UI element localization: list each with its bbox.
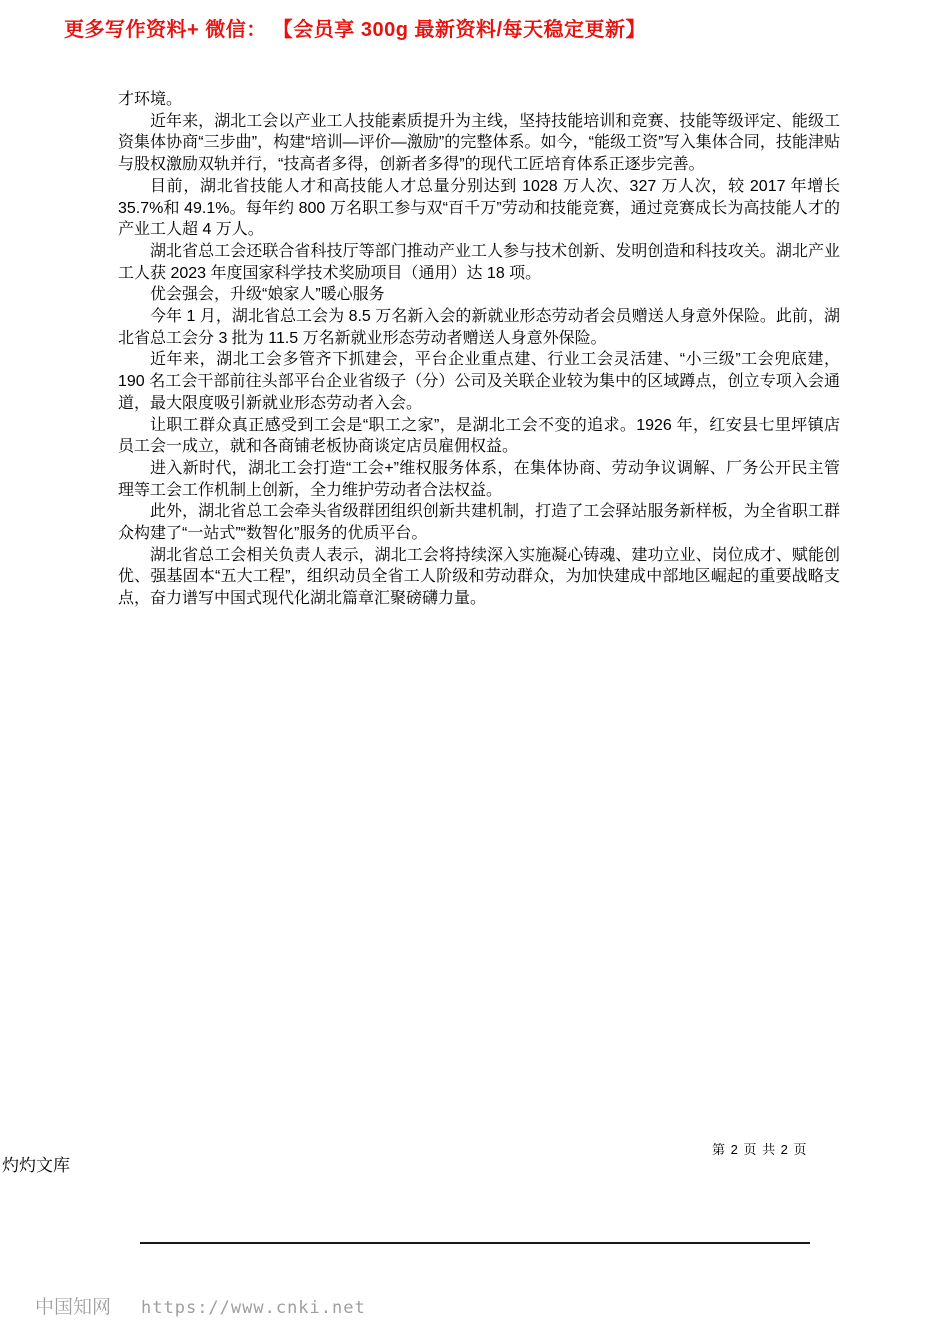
cnki-watermark — [35, 1292, 366, 1319]
paragraph: 进入新时代，湖北工会打造“工会+”维权服务体系，在集体协商、劳动争议调解、厂务公开民主管理等工会工作机制上创新，全力维护劳动者合法权益。 — [118, 459, 840, 499]
paragraph: 近年来，湖北工会多管齐下抓建会，平台企业重点建、行业工会灵活建、“小三级”工会兜底建，190 名工会干部前往头部平台企业省级子（分）公司及关联企业较为集中的区域蹲点，创立专项入会通道，最大限度吸引新就业形态劳动者入会。 — [118, 351, 840, 412]
page-number-indicator: 第 2 页 共 2 页 — [712, 1142, 808, 1157]
paragraph: 让职工群众真正感受到工会是“职工之家”，是湖北工会不变的追求。1926 年，红安县七里坪镇店员工会一成立，就和各商铺老板协商谈定店员雇佣权益。 — [118, 416, 840, 456]
cnki-site-url: https://www.cnki.net — [141, 1298, 366, 1318]
section-subheading: 优会强会，升级“娘家人”暖心服务 — [150, 286, 385, 304]
footer-divider-line — [140, 1242, 810, 1244]
paragraph: 近年来，湖北工会以产业工人技能素质提升为主线，坚持技能培训和竞赛、技能等级评定、能级工资集体协商“三步曲”，构建“培训—评价—激励”的完整体系。如今，“能级工资”写入集体合同，技能津贴与股权激励双轨并行，“技高者多得，创新者多得”的现代工匠培育体系正逐步完善。 — [118, 112, 840, 174]
paragraph: 今年 1 月，湖北省总工会为 8.5 万名新入会的新就业形态劳动者会员赠送人身意外保险。此前，湖北省总工会分 3 批为 11.5 万名新就业形态劳动者赠送人身意外保险。 — [118, 308, 840, 347]
paragraph: 才环境。 — [118, 91, 183, 108]
paragraph: 目前，湖北省技能人才和高技能人才总量分别达到 1028 万人次、327 万人次，较 2017 年增长 35.7%和 49.1%。每年约 800 万名职工参与双“百千万”劳动和技能竞赛，通过竞赛成长为高技能人才的产业工人超 4 万人。 — [118, 177, 840, 239]
paragraph: 此外，湖北省总工会牵头省级群团组织创新共建机制，打造了工会驿站服务新样板，为全省职工群众构建了“一站式”“数智化”服务的优质平台。 — [118, 503, 840, 543]
document-body — [118, 89, 840, 610]
cnki-site-name: 中国知网 — [35, 1297, 112, 1318]
paragraph: 湖北省总工会相关负责人表示，湖北工会将持续深入实施凝心铸魂、建功立业、岗位成才、赋能创优、强基固本“五大工程”，组织动员全省工人阶级和劳动群众，为加快建成中部地区崛起的重要战略支点，奋力谱写中国式现代化湖北篇章汇聚磅礴力量。 — [118, 546, 840, 608]
paragraph: 湖北省总工会还联合省科技厅等部门推动产业工人参与技术创新、发明创造和科技攻关。湖北产业工人获 2023 年度国家科学技术奖励项目（通用）达 18 项。 — [118, 242, 840, 282]
promo-notice-text: 更多写作资料+ 微信： 【会员享 300g 最新资料/每天稳定更新】 — [64, 19, 647, 41]
library-brand-text: 灼灼文库 — [2, 1156, 70, 1175]
